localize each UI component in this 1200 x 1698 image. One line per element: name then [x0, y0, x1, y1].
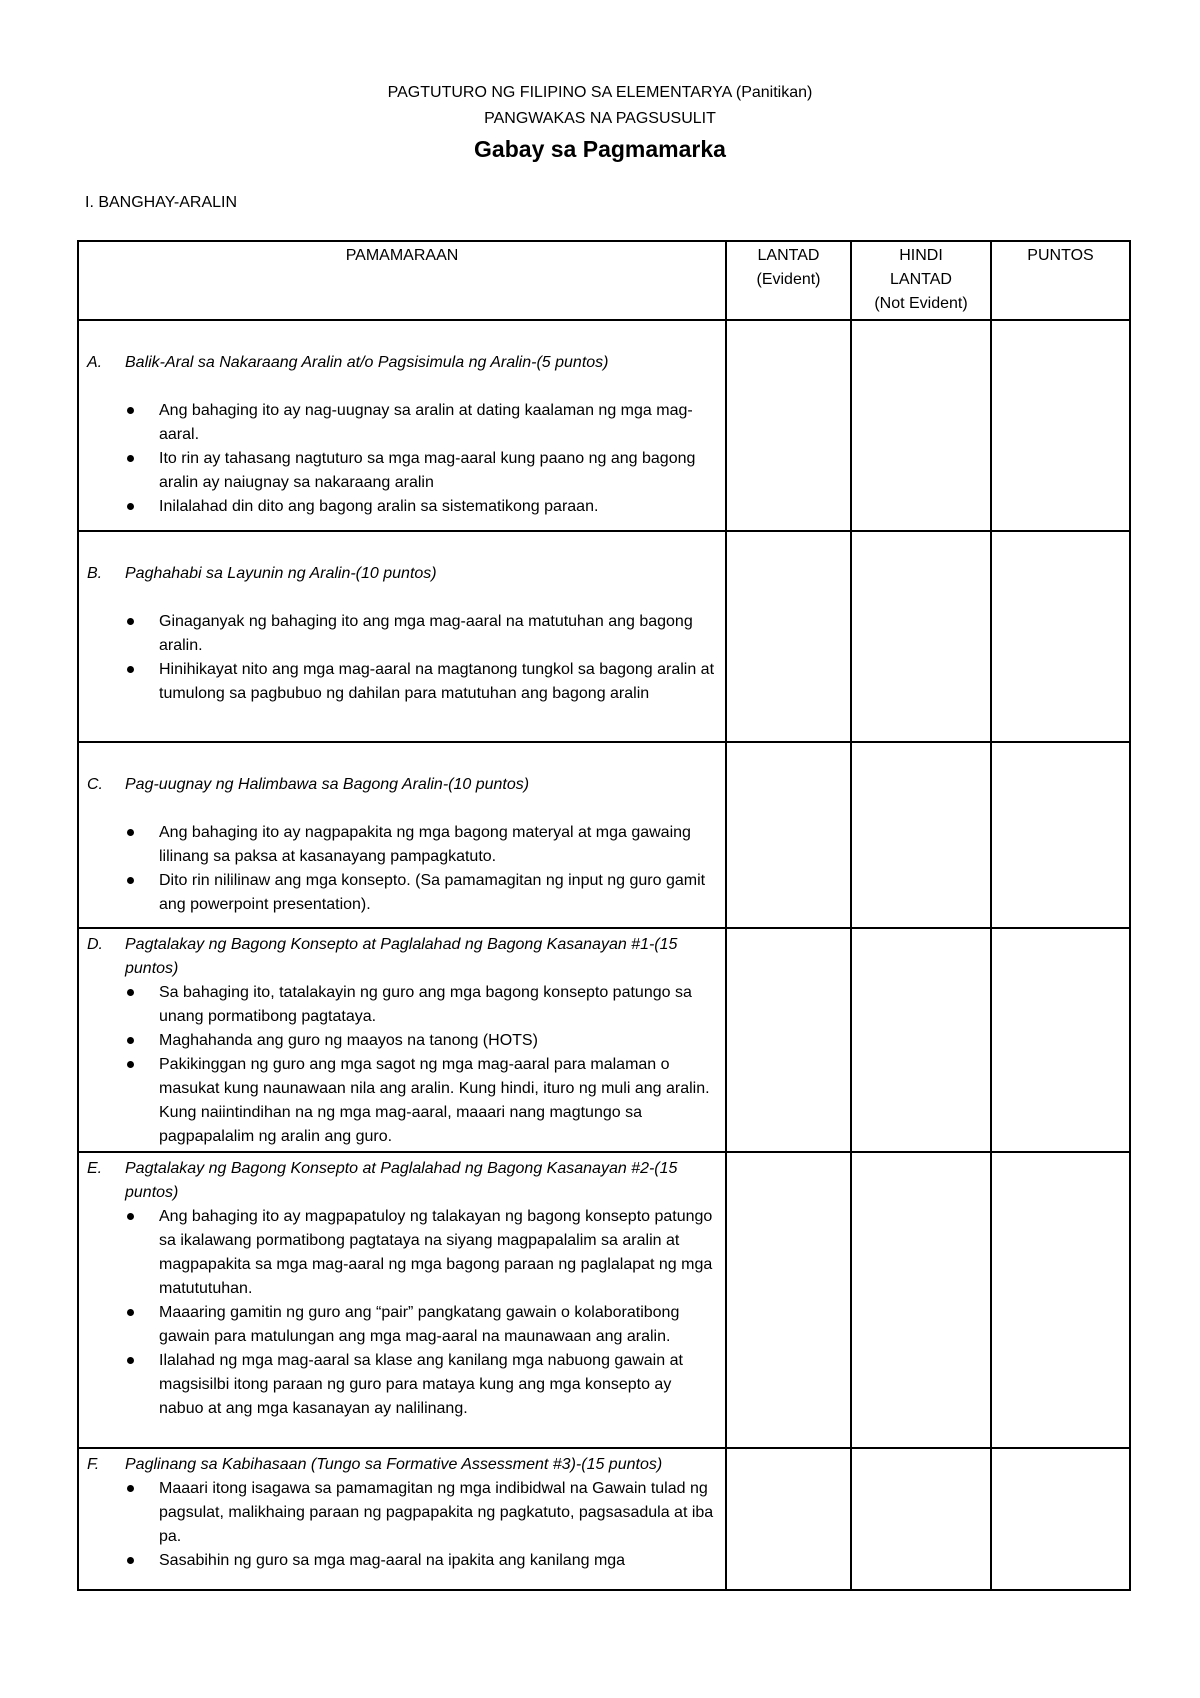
- criterion-letter: A.: [87, 354, 103, 371]
- list-item: Ginaganyak ng bahaging ito ang mga mag-aaral na matutuhan ang bagong aralin.: [87, 610, 717, 658]
- criterion-bullets: [87, 981, 717, 1149]
- table-row: [78, 742, 1130, 928]
- puntos-cell[interactable]: [991, 1448, 1130, 1590]
- puntos-cell[interactable]: [991, 928, 1130, 1152]
- list-item: Sa bahaging ito, tatalakayin ng guro ang mga bagong konsepto patungo sa unang pormatibong pagtataya.: [87, 981, 717, 1029]
- column-header-text: (Not Evident): [874, 295, 968, 312]
- list-item: Inilalahad din dito ang bagong aralin sa sistematikong paraan.: [87, 495, 717, 519]
- hindi-lantad-cell[interactable]: [851, 928, 991, 1152]
- puntos-cell[interactable]: [991, 742, 1130, 928]
- criterion-letter: C.: [87, 776, 103, 793]
- table-header-row: [78, 241, 1130, 320]
- puntos-cell[interactable]: [991, 531, 1130, 742]
- lantad-cell[interactable]: [726, 1152, 851, 1448]
- column-header-text: LANTAD: [757, 247, 820, 264]
- criterion-cell: [78, 320, 726, 531]
- criterion-letter: F.: [87, 1456, 100, 1473]
- list-item: Ang bahaging ito ay magpapatuloy ng talakayan ng bagong konsepto patungo sa ikalawang pormatibong pagtataya na siyang magpapalalim sa aralin at magpapakita sa mga mag-aaral ng mga bagong paraan ng paglalapat ng mga matututuhan.: [87, 1205, 717, 1301]
- list-item: Pakikinggan ng guro ang mga sagot ng mga mag-aaral para malaman o masukat kung naunawaan nila ang aralin. Kung hindi, ituro ng muli ang aralin. Kung naiintindihan na ng mga mag-aaral, maaari nang magtungo sa pagpapalalim ng aralin ang guro.: [87, 1053, 717, 1149]
- criterion-text: Paglinang sa Kabihasaan (Tungo sa Formative Assessment #3)-(15 puntos): [125, 1456, 663, 1473]
- criterion-cell: [78, 1152, 726, 1448]
- table-row: [78, 1448, 1130, 1590]
- list-item: Ang bahaging ito ay nag-uugnay sa aralin at dating kaalaman ng mga mag-aaral.: [87, 399, 717, 447]
- hindi-lantad-cell[interactable]: [851, 320, 991, 531]
- list-item: Maaaring gamitin ng guro ang “pair” pangkatang gawain o kolaboratibong gawain para matulungan ang mga mag-aaral na maunawaan ang aralin.: [87, 1301, 717, 1349]
- criterion-bullets: [87, 1477, 717, 1573]
- criterion-cell: [78, 928, 726, 1152]
- lantad-cell[interactable]: [726, 1448, 851, 1590]
- column-header-lantad: [726, 241, 851, 320]
- criterion-letter: D.: [87, 936, 103, 953]
- criterion-bullets: [87, 821, 717, 917]
- table-row: [78, 1152, 1130, 1448]
- column-header-pamamaraan: PAMAMARAAN: [78, 241, 726, 320]
- lantad-cell[interactable]: [726, 928, 851, 1152]
- criterion-text: Pag-uugnay ng Halimbawa sa Bagong Aralin-(10 puntos): [125, 776, 530, 793]
- column-header-text: LANTAD: [890, 271, 952, 288]
- list-item: Ito rin ay tahasang nagtuturo sa mga mag-aaral kung paano ng ang bagong aralin ay naiugnay sa nakaraang aralin: [87, 447, 717, 495]
- criterion-title: [87, 351, 717, 375]
- hindi-lantad-cell[interactable]: [851, 531, 991, 742]
- list-item: Ang bahaging ito ay nagpapakita ng mga bagong materyal at mga gawaing lilinang sa paksa at kasanayang pampagkatuto.: [87, 821, 717, 869]
- criterion-bullets: [87, 1205, 717, 1421]
- column-header-text: HINDI: [899, 247, 943, 264]
- lantad-cell[interactable]: [726, 320, 851, 531]
- list-item: Hinihikayat nito ang mga mag-aaral na magtanong tungkol sa bagong aralin at tumulong sa pagbubuo ng dahilan para matutuhan ang bagong aralin: [87, 658, 717, 706]
- section-heading: I. BANGHAY-ARALIN: [85, 194, 238, 211]
- lantad-cell[interactable]: [726, 531, 851, 742]
- criterion-letter: B.: [87, 565, 103, 582]
- criterion-text: Balik-Aral sa Nakaraang Aralin at/o Pagsisimula ng Aralin-(5 puntos): [125, 354, 609, 371]
- criterion-title: [87, 773, 717, 797]
- criterion-title: [87, 1157, 717, 1205]
- criterion-title: [87, 562, 717, 586]
- criterion-cell: [78, 742, 726, 928]
- criterion-title: [87, 1453, 717, 1477]
- document-title: Gabay sa Pagmamarka: [474, 136, 726, 162]
- list-item: Maaari itong isagawa sa pamamagitan ng mga indibidwal na Gawain tulad ng pagsulat, malikhaing paraan ng pagpapakita ng pagkatuto, pagsasadula at iba pa.: [87, 1477, 717, 1549]
- hindi-lantad-cell[interactable]: [851, 742, 991, 928]
- table-row: [78, 320, 1130, 531]
- criterion-title: [87, 933, 717, 981]
- criterion-letter: E.: [87, 1160, 103, 1177]
- exam-title: PANGWAKAS NA PAGSUSULIT: [484, 110, 716, 127]
- criterion-bullets: [87, 399, 717, 519]
- column-header-text: (Evident): [756, 271, 821, 288]
- puntos-cell[interactable]: [991, 1152, 1130, 1448]
- criterion-bullets: [87, 610, 717, 706]
- column-header-puntos: PUNTOS: [991, 241, 1130, 320]
- lantad-cell[interactable]: [726, 742, 851, 928]
- criterion-text: Pagtalakay ng Bagong Konsepto at Paglalahad ng Bagong Kasanayan #1-(15 puntos): [125, 936, 678, 977]
- table-row: [78, 531, 1130, 742]
- list-item: Dito rin nililinaw ang mga konsepto. (Sa pamamagitan ng input ng guro gamit ang powerpoint presentation).: [87, 869, 717, 917]
- column-header-hindi-lantad: [851, 241, 991, 320]
- criterion-cell: [78, 531, 726, 742]
- hindi-lantad-cell[interactable]: [851, 1448, 991, 1590]
- list-item: Maghahanda ang guro ng maayos na tanong (HOTS): [87, 1029, 717, 1053]
- criterion-text: Paghahabi sa Layunin ng Aralin-(10 puntos): [125, 565, 437, 582]
- criterion-cell: [78, 1448, 726, 1590]
- criterion-text: Pagtalakay ng Bagong Konsepto at Paglalahad ng Bagong Kasanayan #2-(15 puntos): [125, 1160, 678, 1201]
- course-title: PAGTUTURO NG FILIPINO SA ELEMENTARYA (Panitikan): [387, 84, 813, 101]
- rubric-table: [77, 240, 1131, 1591]
- table-row: [78, 928, 1130, 1152]
- list-item: Sasabihin ng guro sa mga mag-aaral na ipakita ang kanilang mga: [87, 1549, 717, 1573]
- hindi-lantad-cell[interactable]: [851, 1152, 991, 1448]
- list-item: Ilalahad ng mga mag-aaral sa klase ang kanilang mga nabuong gawain at magsisilbi itong paraan ng guro para mataya kung ang mga konsepto ay nabuo at ang mga kasanayan ay nalilinang.: [87, 1349, 717, 1421]
- puntos-cell[interactable]: [991, 320, 1130, 531]
